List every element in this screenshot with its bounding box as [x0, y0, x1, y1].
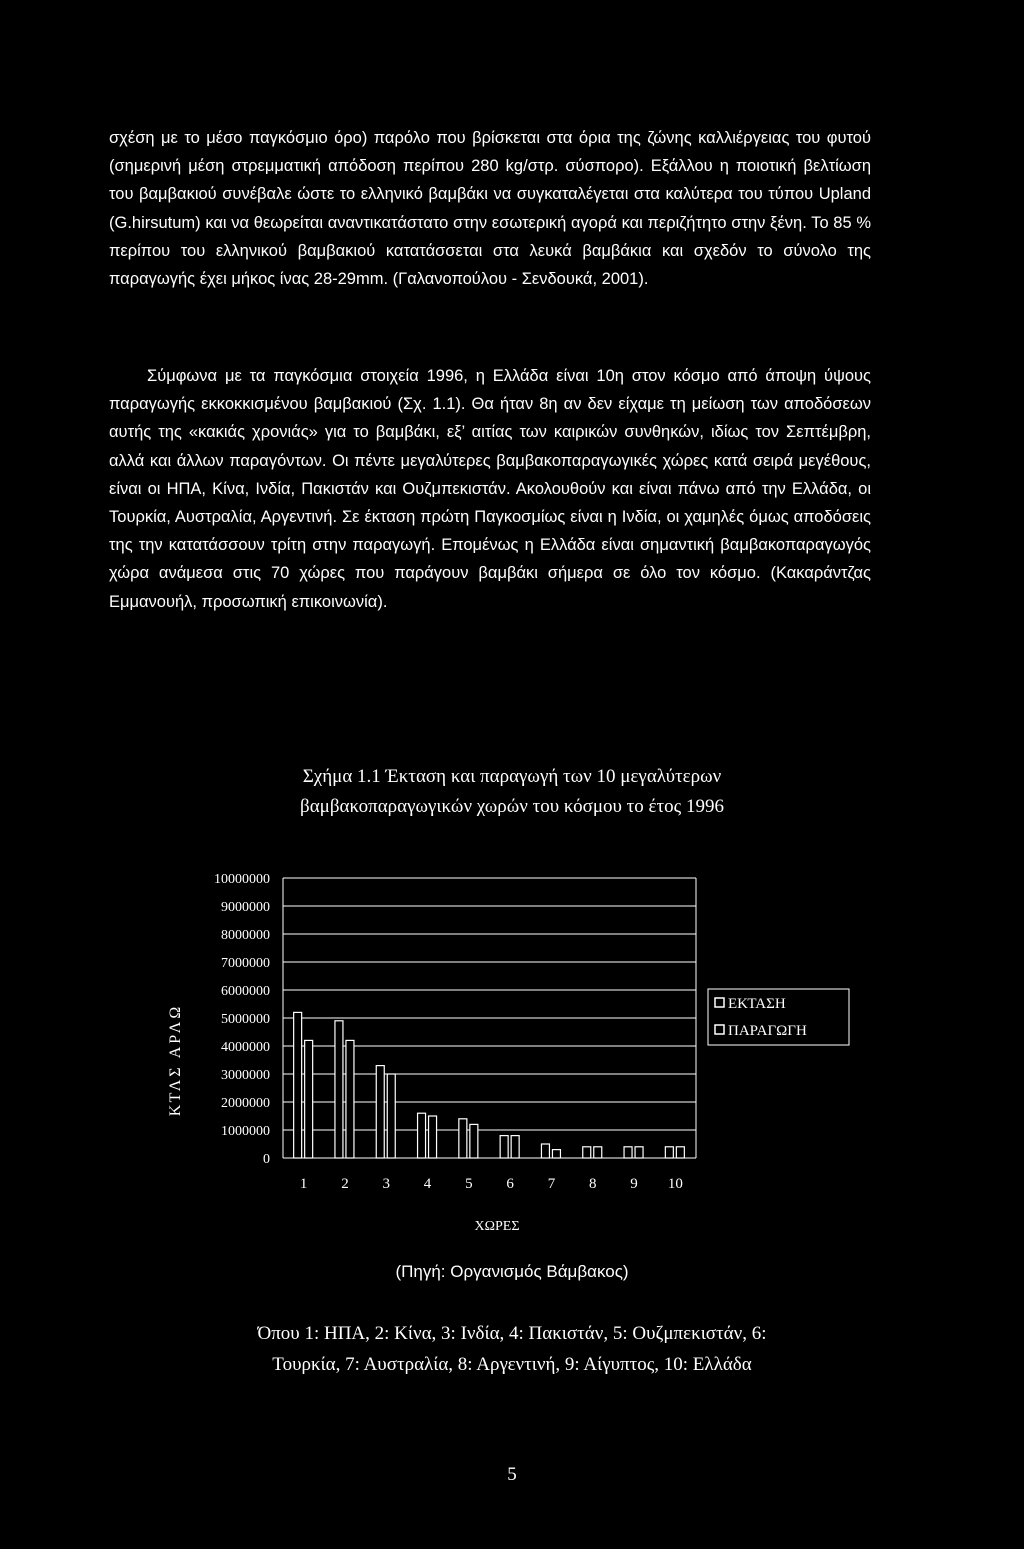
- y-tick-label: 2000000: [221, 1096, 270, 1111]
- y-tick-label: 9000000: [221, 900, 270, 915]
- y-tick-label: 0: [263, 1152, 270, 1167]
- bar-paragogi-7: [552, 1150, 560, 1158]
- bar-paragogi-9: [635, 1147, 643, 1158]
- cotton-chart: [0, 850, 1024, 1250]
- bar-ektasi-3: [376, 1066, 384, 1158]
- bar-paragogi-10: [676, 1147, 684, 1158]
- bar-paragogi-2: [346, 1040, 354, 1158]
- x-axis-ticks: [300, 1176, 683, 1192]
- bar-paragogi-6: [511, 1136, 519, 1158]
- x-tick-label: 4: [423, 1176, 432, 1192]
- figure-source: (Πηγή: Οργανισμός Βάμβακος): [395, 1262, 629, 1281]
- y-tick-label: 10000000: [214, 872, 270, 887]
- x-axis-label: ΧΩΡΕΣ: [474, 1219, 520, 1234]
- y-tick-label: 1000000: [221, 1124, 270, 1139]
- bar-ektasi-8: [583, 1147, 591, 1158]
- y-tick-label: 8000000: [221, 928, 270, 943]
- bar-ektasi-9: [624, 1147, 632, 1158]
- x-tick-label: 5: [465, 1176, 473, 1192]
- bar-ektasi-10: [665, 1147, 673, 1158]
- figure-title-line-1: Σχήμα 1.1 Έκταση και παραγωγή των 10 μεγαλύτερων: [302, 766, 722, 787]
- bar-paragogi-8: [594, 1147, 602, 1158]
- body-paragraph-2: Σύμφωνα με τα παγκόσμια στοιχεία 1996, η Ελλάδα είναι 10η στον κόσμο από άποψη ύψους παραγωγής εκκοκκισμένου βαμβακιού (Σχ. 1.1). Θα ήταν 8η αν δεν είχαμε τη μείωση των αποδόσεων αυτής της «κακιάς χρονιάς» για το βαμβάκι, εξ’ αιτίας των καιρικών συνθηκών, ιδίως τον Σεπτέμβρη, αλλά και άλλων παραγόντων. Οι πέντε μεγαλύτερες βαμβακοπαραγωγικές χώρες κατά σειρά μεγέθους, είναι οι ΗΠΑ, Κίνα, Ινδία, Πακιστάν και Ουζμπεκιστάν. Ακολουθούν και είναι πάνω από την Ελλάδα, οι Τουρκία, Αυστραλία, Αργεντινή. Σε έκταση πρώτη Παγκοσμίως είναι η Ινδία, οι χαμηλές όμως αποδόσεις της την κατατάσσουν τρίτη στην παραγωγή. Επομένως η Ελλάδα είναι σημαντική βαμβακοπαραγωγός χώρα ανάμεσα στις 70 χώρες που παράγουν βαμβάκι σήμερα σε όλο τον κόσμο. (Κακαράντζας Εμμανουήλ, προσωπική επικοινωνία).: [109, 367, 871, 611]
- legend-swatch-1: [715, 998, 724, 1007]
- country-key-line-2: Τουρκία, 7: Αυστραλία, 8: Αργεντινή, 9: Αίγυπτος, 10: Ελλάδα: [272, 1354, 752, 1375]
- x-tick-label: 10: [667, 1176, 683, 1192]
- legend-label-1: ΕΚΤΑΣΗ: [728, 996, 786, 1012]
- x-tick-label: 1: [299, 1176, 308, 1192]
- x-tick-label: 9: [630, 1176, 638, 1192]
- y-tick-label: 7000000: [221, 956, 270, 971]
- x-tick-label: 7: [547, 1176, 556, 1192]
- bar-ektasi-4: [418, 1113, 426, 1158]
- x-tick-label: 6: [506, 1176, 514, 1192]
- bar-ektasi-5: [459, 1119, 467, 1158]
- bar-paragogi-5: [470, 1124, 478, 1158]
- page-number: 5: [507, 1464, 517, 1485]
- chart-gridlines: [283, 878, 696, 1158]
- y-axis-label: ΚΤΛΣ ΑΡΛΩ: [167, 1003, 184, 1117]
- y-tick-label: 6000000: [221, 984, 270, 999]
- bar-paragogi-1: [305, 1040, 313, 1158]
- x-tick-label: 2: [341, 1176, 349, 1192]
- bar-ektasi-6: [500, 1136, 508, 1158]
- y-tick-label: 4000000: [221, 1040, 270, 1055]
- figure-title: [0, 762, 1024, 822]
- bar-ektasi-1: [294, 1012, 302, 1158]
- bar-paragogi-3: [387, 1074, 395, 1158]
- y-tick-label: 5000000: [221, 1012, 270, 1027]
- country-key-line-1: Όπου 1: ΗΠΑ, 2: Κίνα, 3: Ινδία, 4: Πακιστάν, 5: Ουζμπεκιστάν, 6:: [257, 1323, 767, 1344]
- figure-title-line-2: βαμβακοπαραγωγικών χωρών του κόσμου το έτος 1996: [300, 796, 724, 817]
- y-axis-ticks: [214, 872, 270, 1167]
- legend-label-2: ΠΑΡΑΓΩΓΗ: [728, 1023, 807, 1039]
- body-paragraph-1: σχέση με το μέσο παγκόσμιο όρο) παρόλο που βρίσκεται στα όρια της ζώνης καλλιέργειας του φυτού (σημερινή μέση στρεμματική απόδοση περίπου 280 kg/στρ. σύσπορο). Εξάλλου η ποιοτική βελτίωση του βαμβακιού συνέβαλε ώστε το ελληνικό βαμβάκι να συγκαταλέγεται στα καλύτερα του τύπου Upland (G.hirsutum) και να θεωρείται αναντικατάστατο στην εσωτερική αγορά και περιζήτητο στην ξένη. Το 85 % περίπου του ελληνικού βαμβακιού κατατάσσεται στα λευκά βαμβάκια και σχεδόν το σύνολο της παραγωγής έχει μήκος ίνας 28-29mm. (Γαλανοπούλου - Σενδουκά, 2001).: [109, 129, 871, 289]
- x-tick-label: 3: [382, 1176, 390, 1192]
- y-tick-label: 3000000: [221, 1068, 270, 1083]
- chart-bars: [294, 1012, 685, 1158]
- chart-legend: [708, 989, 849, 1045]
- legend-swatch-2: [715, 1025, 724, 1034]
- country-key: [0, 1318, 1024, 1380]
- bar-paragogi-4: [429, 1116, 437, 1158]
- bar-ektasi-7: [541, 1144, 549, 1158]
- bar-ektasi-2: [335, 1021, 343, 1158]
- x-tick-label: 8: [589, 1176, 597, 1192]
